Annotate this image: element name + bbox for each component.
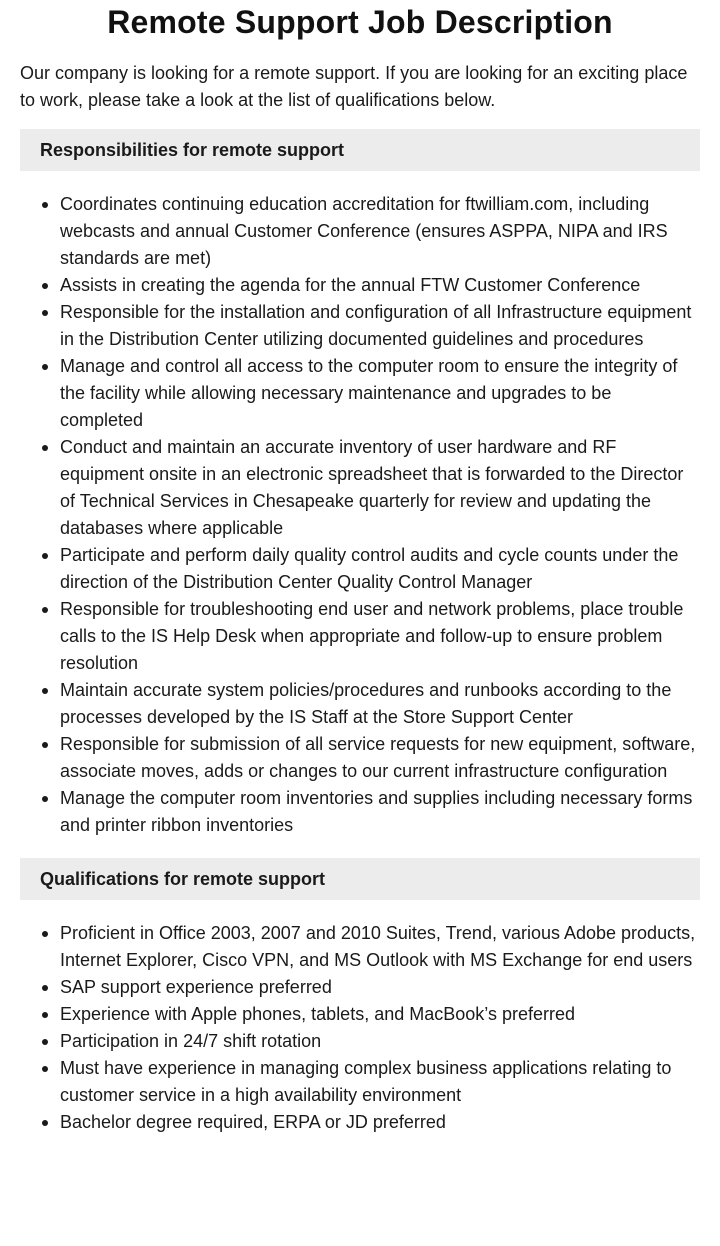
list-item: Participate and perform daily quality control audits and cycle counts under the direction of the Distribution Center Quality Control Manager [60, 542, 700, 596]
list-item: Experience with Apple phones, tablets, and MacBook’s preferred [60, 1001, 700, 1028]
list-item: Proficient in Office 2003, 2007 and 2010 Suites, Trend, various Adobe products, Internet Explorer, Cisco VPN, and MS Outlook with MS Exchange for end users [60, 920, 700, 974]
list-item: Responsible for the installation and configuration of all Infrastructure equipment in the Distribution Center utilizing documented guidelines and procedures [60, 299, 700, 353]
list-item: Participation in 24/7 shift rotation [60, 1028, 700, 1055]
list-item: Bachelor degree required, ERPA or JD preferred [60, 1109, 700, 1136]
list-item: SAP support experience preferred [60, 974, 700, 1001]
qualifications-heading: Qualifications for remote support [20, 858, 700, 900]
list-item: Maintain accurate system policies/procedures and runbooks according to the processes developed by the IS Staff at the Store Support Center [60, 677, 700, 731]
list-item: Responsible for submission of all service requests for new equipment, software, associate moves, adds or changes to our current infrastructure configuration [60, 731, 700, 785]
list-item: Manage the computer room inventories and supplies including necessary forms and printer ribbon inventories [60, 785, 700, 839]
intro-paragraph: Our company is looking for a remote support. If you are looking for an exciting place to work, please take a look at the list of qualifications below. [20, 63, 688, 110]
list-item: Must have experience in managing complex business applications relating to customer service in a high availability environment [60, 1055, 700, 1109]
list-item: Responsible for troubleshooting end user and network problems, place trouble calls to the IS Help Desk when appropriate and follow-up to ensure problem resolution [60, 596, 700, 677]
responsibilities-list [20, 191, 700, 839]
list-item: Manage and control all access to the computer room to ensure the integrity of the facility while allowing necessary maintenance and upgrades to be completed [60, 353, 700, 434]
responsibilities-heading: Responsibilities for remote support [20, 129, 700, 171]
page-title: Remote Support Job Description [107, 4, 613, 40]
list-item: Assists in creating the agenda for the annual FTW Customer Conference [60, 272, 700, 299]
qualifications-list [20, 920, 700, 1136]
list-item: Conduct and maintain an accurate inventory of user hardware and RF equipment onsite in an electronic spreadsheet that is forwarded to the Director of Technical Services in Chesapeake quarterly for review and updating the databases where applicable [60, 434, 700, 542]
list-item: Coordinates continuing education accreditation for ftwilliam.com, including webcasts and annual Customer Conference (ensures ASPPA, NIPA and IRS standards are met) [60, 191, 700, 272]
